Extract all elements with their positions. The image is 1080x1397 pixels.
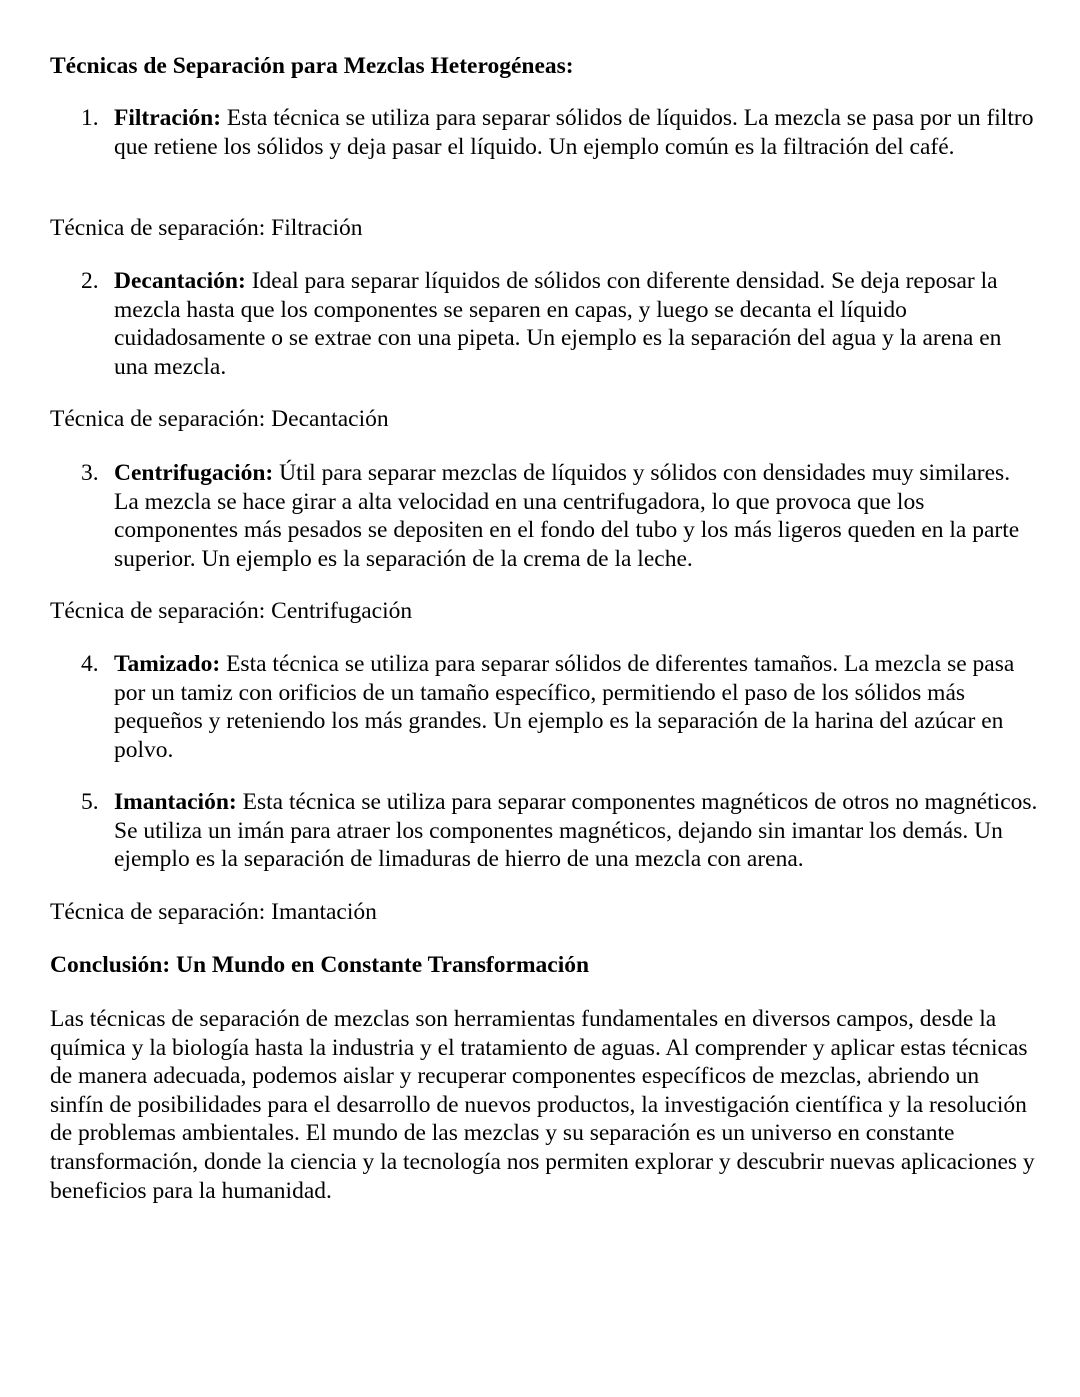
technique-description: Útil para separar mezclas de líquidos y sólidos con densidades muy similares. La mezcla se hace girar a alta velocidad en una centrifugadora, lo que provoca que los componentes más pesados se depositen en el fondo del tubo y los más ligeros queden en la parte superior. Un ejemplo es la separación de la crema de la leche. bbox=[114, 460, 1020, 572]
technique-caption: Técnica de separación: Centrifugación bbox=[50, 598, 413, 624]
conclusion-paragraph: Las técnicas de separación de mezclas son herramientas fundamentales en diversos campos, desde la química y la biología hasta la industria y el tratamiento de aguas. Al comprender y aplicar estas técnicas de manera adecuada, podemos aislar y recuperar componentes específicos de mezclas, abriendo un sinfín de posibilidades para el desarrollo de nuevos productos, la investigación científica y la resolución de problemas ambientales. El mundo de las mezclas y su separación es un universo en constante transformación, donde la ciencia y la tecnología nos permiten explorar y descubrir nuevas aplicaciones y beneficios para la humanidad. bbox=[50, 1006, 1035, 1204]
conclusion-title: Conclusión: Un Mundo en Constante Transformación bbox=[50, 952, 590, 978]
technique-term: Imantación: bbox=[114, 789, 237, 815]
list-item-filtracion bbox=[50, 104, 1040, 161]
list-item-centrifugacion bbox=[50, 459, 1040, 573]
list-number: 2. bbox=[81, 268, 99, 294]
list-number: 4. bbox=[81, 651, 99, 677]
technique-caption: Técnica de separación: Filtración bbox=[50, 215, 363, 241]
list-item-tamizado bbox=[50, 650, 1040, 764]
technique-description: Esta técnica se utiliza para separar sólidos de líquidos. La mezcla se pasa por un filtro que retiene los sólidos y deja pasar el líquido. Un ejemplo común es la filtración del café. bbox=[114, 105, 1034, 160]
list-number: 5. bbox=[81, 789, 99, 815]
technique-term: Decantación: bbox=[114, 268, 246, 294]
list-item-body bbox=[114, 650, 1040, 764]
list-item-body bbox=[114, 104, 1040, 161]
technique-caption: Técnica de separación: Decantación bbox=[50, 406, 389, 432]
technique-term: Tamizado: bbox=[114, 651, 221, 677]
technique-description: Esta técnica se utiliza para separar sólidos de diferentes tamaños. La mezcla se pasa por un tamiz con orificios de un tamaño específico, permitiendo el paso de los sólidos más pequeños y reteniendo los más grandes. Un ejemplo es la separación de la harina del azúcar en polvo. bbox=[114, 651, 1015, 763]
section-title: Técnicas de Separación para Mezclas Heterogéneas: bbox=[50, 53, 574, 79]
technique-description: Ideal para separar líquidos de sólidos con diferente densidad. Se deja reposar la mezcla hasta que los componentes se separen en capas, y luego se decanta el líquido cuidadosamente o se extrae con una pipeta. Un ejemplo es la separación del agua y la arena en una mezcla. bbox=[114, 268, 1002, 380]
list-item-decantacion bbox=[50, 267, 1040, 381]
list-number: 3. bbox=[81, 460, 99, 486]
list-number: 1. bbox=[81, 105, 99, 131]
list-item-imantacion bbox=[50, 788, 1040, 874]
list-item-body bbox=[114, 459, 1040, 573]
technique-caption: Técnica de separación: Imantación bbox=[50, 899, 377, 925]
technique-term: Filtración: bbox=[114, 105, 222, 131]
list-item-body bbox=[114, 788, 1040, 874]
list-item-body bbox=[114, 267, 1040, 381]
technique-term: Centrifugación: bbox=[114, 460, 274, 486]
technique-description: Esta técnica se utiliza para separar componentes magnéticos de otros no magnéticos. Se utiliza un imán para atraer los componentes magnéticos, dejando sin imantar los demás. Un ejemplo es la separación de limaduras de hierro de una mezcla con arena. bbox=[114, 789, 1038, 873]
